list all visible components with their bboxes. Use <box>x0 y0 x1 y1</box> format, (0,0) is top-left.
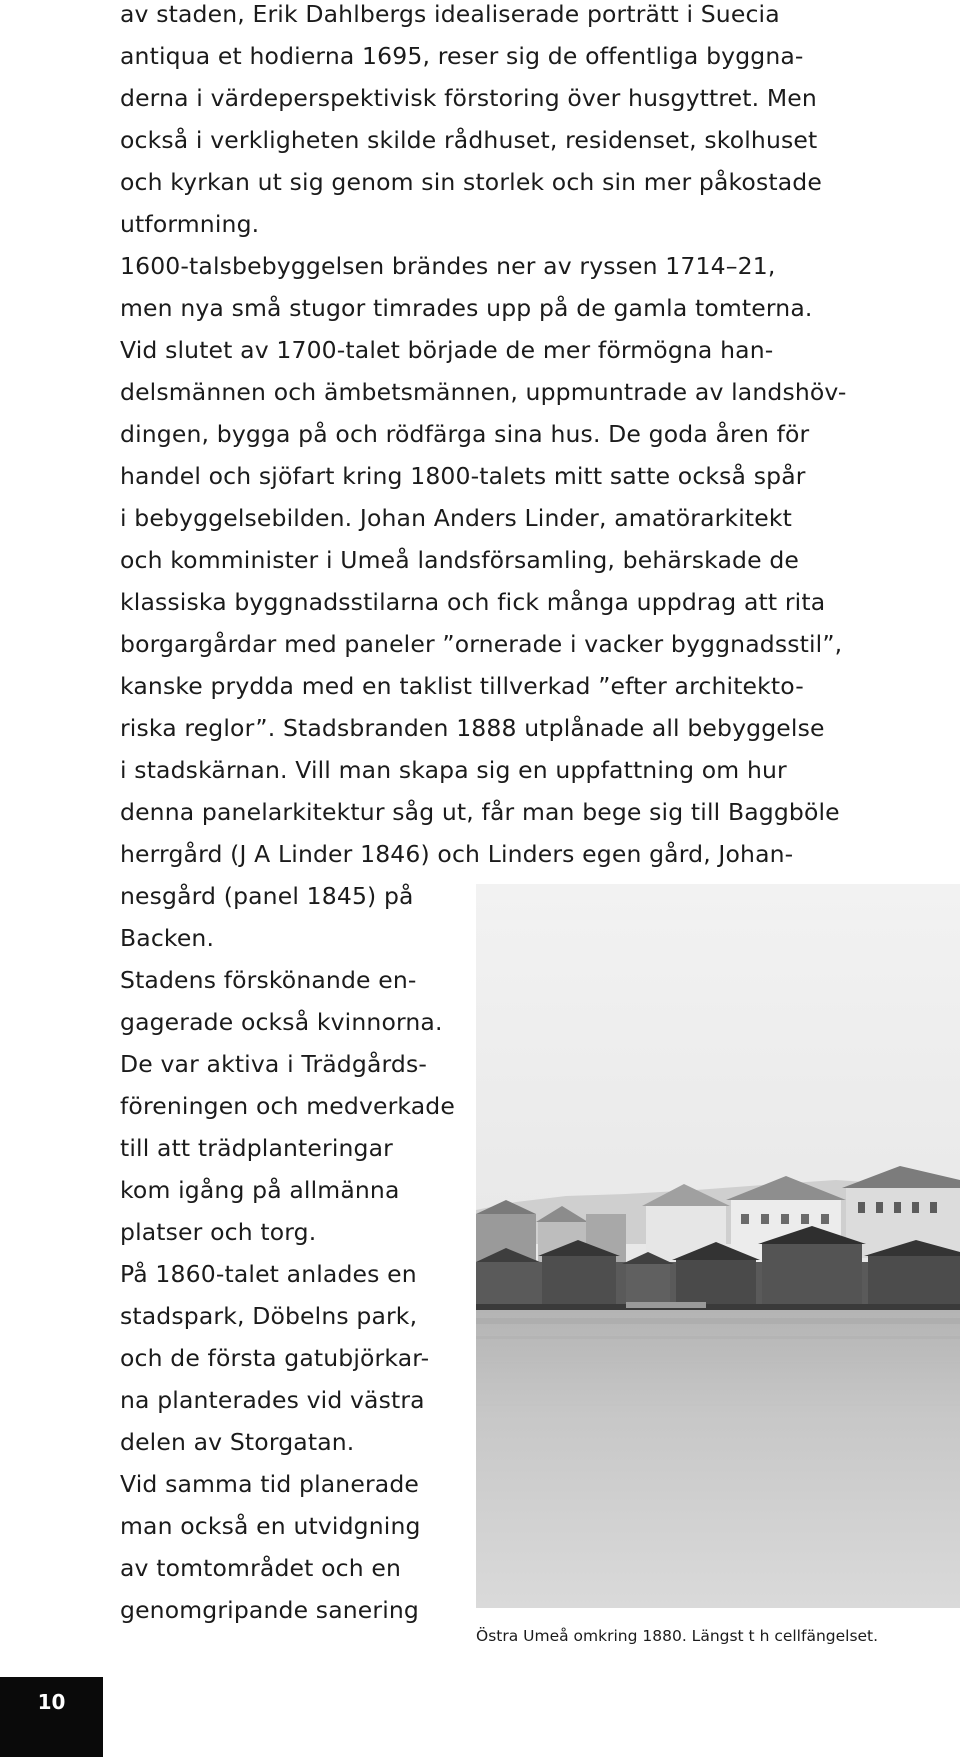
body-text-line: i bebyggelsebilden. Johan Anders Linder, amatörarkitekt <box>120 504 792 532</box>
body-text-line: antiqua et hodierna 1695, reser sig de offentliga byggna- <box>120 42 804 70</box>
body-text-line: handel och sjöfart kring 1800-talets mitt satte också spår <box>120 462 806 490</box>
body-text-line: borgargårdar med paneler ”ornerade i vacker byggnadsstil”, <box>120 630 843 658</box>
body-text-line: gagerade också kvinnorna. <box>120 1008 443 1036</box>
body-text-line: 1600-talsbebyggelsen brändes ner av ryssen 1714–21, <box>120 252 776 280</box>
body-text-line: av staden, Erik Dahlbergs idealiserade porträtt i Suecia <box>120 0 780 28</box>
body-text-line: genomgripande sanering <box>120 1596 420 1624</box>
body-text-line: stadspark, Döbelns park, <box>120 1302 418 1330</box>
body-text-line: derna i värdeperspektivisk förstoring över husgyttret. Men <box>120 84 817 112</box>
body-text-line: riska reglor”. Stadsbranden 1888 utplånade all bebyggelse <box>120 714 825 742</box>
body-text-line: delsmännen och ämbetsmännen, uppmuntrade av landshöv- <box>120 378 847 406</box>
body-text-line: föreningen och medverkade <box>120 1092 455 1120</box>
photo-caption: Östra Umeå omkring 1880. Längst t h cellfängelset. <box>476 1627 879 1645</box>
body-text-line: i stadskärnan. Vill man skapa sig en uppfattning om hur <box>120 756 787 784</box>
body-text-line: De var aktiva i Trädgårds- <box>120 1050 427 1078</box>
body-text-line: av tomtområdet och en <box>120 1554 402 1582</box>
body-text-line: och kyrkan ut sig genom sin storlek och sin mer påkostade <box>120 168 822 196</box>
page-number: 10 <box>37 1690 66 1714</box>
body-text-line: men nya små stugor timrades upp på de gamla tomterna. <box>120 294 813 322</box>
body-text-line: delen av Storgatan. <box>120 1428 355 1456</box>
body-text-line: kom igång på allmänna <box>120 1176 400 1204</box>
body-text-line: platser och torg. <box>120 1218 317 1246</box>
body-text-line: och de första gatubjörkar- <box>120 1344 430 1372</box>
body-text-line: utformning. <box>120 210 260 238</box>
page-number-box <box>0 1677 103 1757</box>
body-text-line: man också en utvidgning <box>120 1512 421 1540</box>
body-text-line: och komminister i Umeå landsförsamling, behärskade de <box>120 546 799 574</box>
body-text-line: denna panelarkitektur såg ut, får man bege sig till Baggböle <box>120 798 840 826</box>
body-text-line: herrgård (J A Linder 1846) och Linders egen gård, Johan- <box>120 840 794 868</box>
body-text-line: klassiska byggnadsstilarna och fick många uppdrag att rita <box>120 588 826 616</box>
body-text-line: Stadens förskönande en- <box>120 966 417 994</box>
body-text-line: nesgård (panel 1845) på <box>120 882 414 910</box>
body-text-line: Vid samma tid planerade <box>120 1470 419 1498</box>
body-text-line: också i verkligheten skilde rådhuset, residenset, skolhuset <box>120 126 818 154</box>
body-text-line: kanske prydda med en taklist tillverkad ”efter architekto- <box>120 672 804 700</box>
body-text-line: till att trädplanteringar <box>120 1134 393 1162</box>
body-text-line: Vid slutet av 1700-talet började de mer förmögna han- <box>120 336 774 364</box>
body-text-line: Backen. <box>120 924 215 952</box>
body-text-line: På 1860-talet anlades en <box>120 1260 417 1288</box>
historical-photo <box>476 884 960 1608</box>
body-text-line: dingen, bygga på och rödfärga sina hus. De goda åren för <box>120 420 810 448</box>
body-text-line: na planterades vid västra <box>120 1386 425 1414</box>
